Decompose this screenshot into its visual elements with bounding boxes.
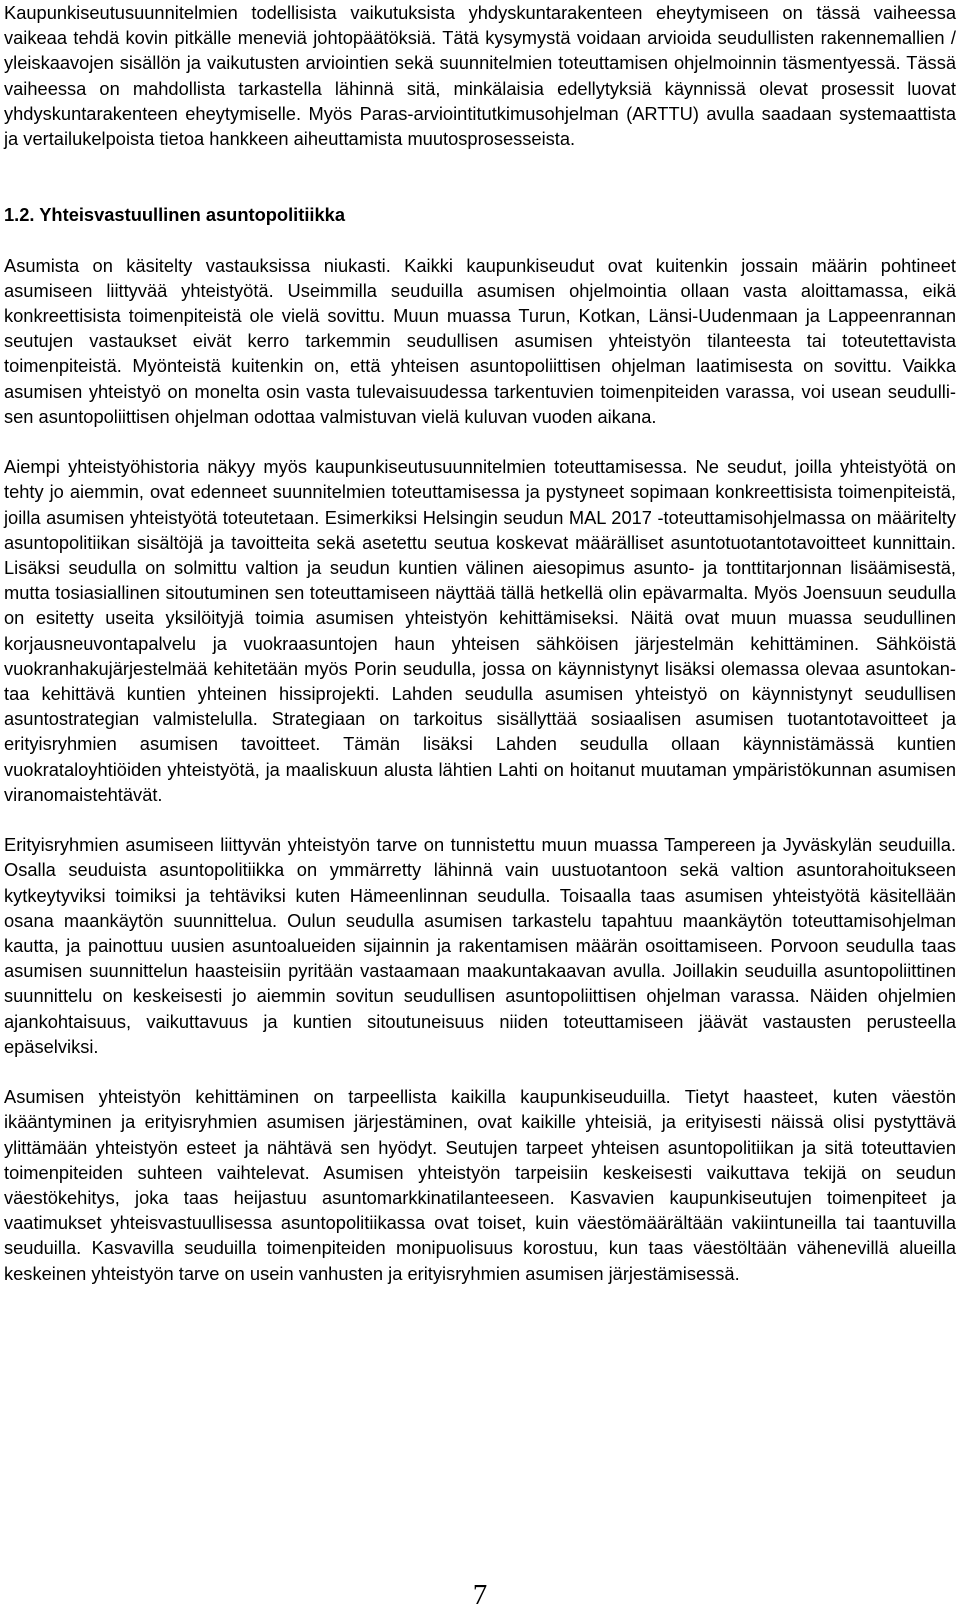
body-paragraph-4: Asumisen yhteistyön kehittäminen on tarpeellista kaikilla kaupunkiseuduilla. Tietyt haasteet, kuten väestön ikääntyminen ja erityisryhmien asumisen järjestäminen, ovat kaikille yhteisiä, ja erityisesti näissä olisi pystyttävä ylittämään yhteistyön esteet ja nähtävä sen hyödyt. Seutujen tarpeet yhteisen asuntopolitiikan ja sitä toteuttavien toimenpiteiden suhteen vaihtelevat. Asumisen yhteistyön tarpeisiin keskeisesti vaikuttava tekijä on seudun väestökehitys, joka taas heijastuu asuntomarkkinatilanteeseen. Kasvavien kaupunkiseutujen toimenpiteet ja vaatimukset yhteisvastuullisessa asuntopolitiikassa ovat toiset, kuin väestömäärältään vakiintuneilla tai taantuvilla seuduilla. Kasvavilla seuduilla toimenpiteiden monipuolisuus korostuu, kun taas väestöltään vähenevillä alueilla keskeinen yhteistyön tarve on usein vanhusten ja erityisryhmien asumisen järjestämisessä. (4, 1086, 956, 1284)
body-paragraph-3: Erityisryhmien asumiseen liittyvän yhteistyön tarve on tunnistettu muun muassa Tampereen ja Jyväskylän seuduilla. Osalla seuduista asuntopolitiikka on ymmärretty lähinnä vain uustuotantoon sekä valtion asuntorahoitukseen kytkeytyviksi toimiksi ja tehtäviksi kuten Hämeenlinnan seudulla. Toisaalla taas asumisen yhteistyötä käsitellään osana maankäytön suunnittelua. Oulun seudulla asumisen tarkastelu tapahtuu maankäytön toteuttamisohjelman kautta, ja painottuu uusien asuntoalueiden sijainnin ja rakentamisen määrän osoittamiseen. Porvoon seudulla taas asumisen suunnittelun haasteisiin pyritään vastaamaan maakuntakaavan avulla. Joillakin seuduilla asuntopoliittinen suunnittelu on keskeisesti jo aiemmin sovitun seudullisen asuntopoliittisen ohjelman varassa. Näiden ohjelmien ajankohtaisuus, vaikuttavuus ja kuntien sitoutuneisuus niiden toteuttamiseen jäävät vastausten perusteella epäselviksi. (4, 834, 956, 1057)
body-paragraph-2: Aiempi yhteistyöhistoria näkyy myös kaupunkiseutusuunnitelmien toteuttamisessa. Ne seudut, joilla yhteistyötä on tehty jo aiemmin, ovat edenneet suunnitelmien toteuttamisessa ja pystyneet sopimaan konkreettisista toimenpiteistä, joilla asumisen yhteistyötä toteutetaan. Esimerkiksi Helsingin seudun MAL 2017 -toteuttamisohjelmassa on määritelty asuntopolitiikan sisältöjä ja tavoitteita sekä asetettu seutua koskevat määrälliset asuntotuotantotavoitteet kunnittain. Lisäksi seudulla on solmittu valtion ja seudun kuntien välinen aiesopimus asunto- ja tonttitarjonnan lisäämisestä, mutta tosiasiallinen sitoutuminen sen toteuttamiseen näyttää tällä hetkellä olin epävarmalta. Myös Joensuun seudulla on esitetty useita yksilöityjä toimia asumisen yhteistyön kehittämiseksi. Näitä ovat muun muassa seudullinen korjausneuvontapalvelu ja vuokraasuntojen haun yhteisen sähköisen järjestelmän kehittäminen. Sähköistä vuokranhakujärjestelmää kehitetään myös Porin seudulla, jossa on käynnistynyt lisäksi olemassa olevaa asuntokantaa kehittävä kuntien yhteinen hissiprojekti. Lahden seudulla asumisen yhteistyö on käynnistynyt seudullisen asuntostrategian valmistelulla. Strategiaan on tarkoitus sisällyttää sosiaalisen asumisen tuotantotavoitteet ja erityisryhmien asumisen tavoitteet. Tämän lisäksi Lahden seudulla ollaan käynnistämässä kuntien vuokrataloyhtiöiden yhteistyötä, ja maaliskuun alusta lähtien Lahti on hoitanut muutaman ympäristökunnan asumisen viranomaistehtävät. (4, 456, 956, 805)
body-paragraph-1: Asumista on käsitelty vastauksissa niukasti. Kaikki kaupunkiseudut ovat kuitenkin jossain määrin pohtineet asumiseen liittyvää yhteistyötä. Useimmilla seuduilla asumisen ohjelmointia ollaan vasta aloittamassa, eikä konkreettisista toimenpiteistä ole vielä sovittu. Muun muassa Turun, Kotkan, Länsi-Uudenmaan ja Lappeenrannan seutujen vastaukset eivät kerro tarkemmin seudullisen asumisen yhteistyön tilanteesta tai toteutettavista toimenpiteistä. Myönteistä kuitenkin on, että yhteisen asuntopoliittisen ohjelman laatimisesta on sovittu. Vaikka asumisen yhteistyö on monelta osin vasta tulevaisuudessa tarkentuvien toimenpiteiden varassa, voi usean seudullisen asuntopoliittisen ohjelman odottaa valmistuvan vielä kuluvan vuoden aikana. (4, 254, 956, 427)
page-number: 7 (472, 1579, 488, 1611)
intro-paragraph: Kaupunkiseutusuunnitelmien todellisista vaikutuksista yhdyskuntarakenteen eheytymiseen on tässä vaiheessa vaikeaa tehdä kovin pitkälle meneviä johtopäätöksiä. Tätä kysymystä voidaan arvioida seudullisten rakennemallien / yleiskaavojen sisällön ja vaikutusten arviointien sekä suunnitelmien toteuttamisen ohjelmoinnin täsmentyessä. Tässä vaiheessa on mahdollista tarkastella lähinnä sitä, minkälaisia edellytyksiä käynnissä olevat prosessit luovat yhdyskuntarakenteen eheytymiselle. Myös Paras-arviointitutkimusohjelman (ARTTU) avulla saadaan systemaattista ja vertailukelpoista tietoa hankkeen aiheuttamista muutosprosesseista. (4, 2, 956, 150)
section-heading: 1.2. Yhteisvastuullinen asuntopolitiikka (4, 204, 346, 226)
document-page (4, 0, 956, 1286)
